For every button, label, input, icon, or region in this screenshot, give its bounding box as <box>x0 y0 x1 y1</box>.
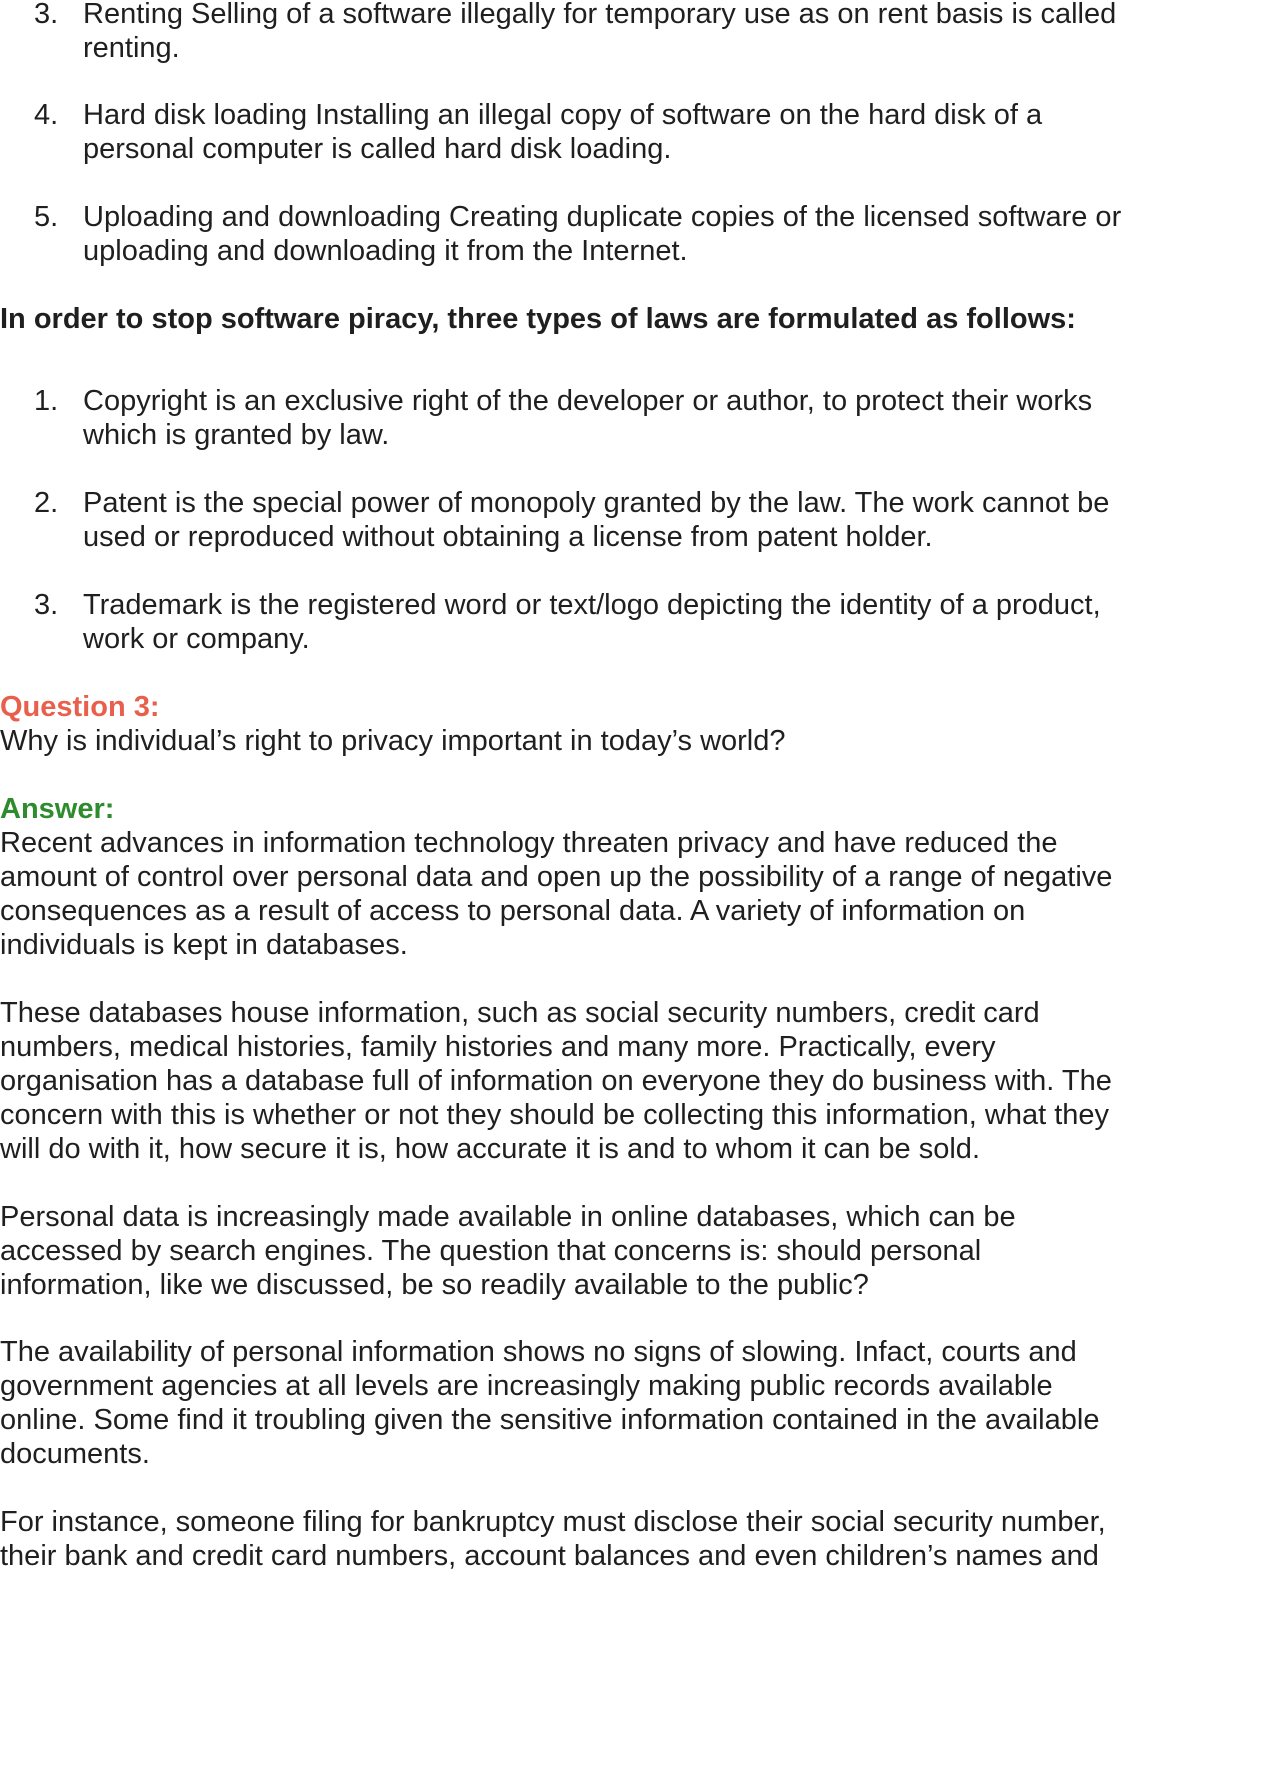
laws-heading: In order to stop software piracy, three types of laws are formulated as follows: <box>0 303 1076 335</box>
answer-paragraph <box>0 996 1277 1166</box>
answer-paragraph <box>0 1335 1277 1471</box>
text-line: The availability of personal information shows no signs of slowing. Infact, courts and <box>0 1336 1077 1368</box>
list-text <box>83 0 1273 65</box>
text-line: Copyright is an exclusive right of the developer or author, to protect their works <box>83 385 1093 417</box>
text-line: Hard disk loading Installing an illegal copy of software on the hard disk of a <box>83 99 1043 131</box>
list-number: 2. <box>34 487 59 519</box>
answer-paragraph <box>0 826 1277 962</box>
text-line: which is granted by law. <box>83 419 390 451</box>
text-line: online. Some find it troubling given the sensitive information contained in the available <box>0 1404 1100 1436</box>
text-line: Personal data is increasingly made available in online databases, which can be <box>0 1201 1016 1233</box>
text-line: information, like we discussed, be so readily available to the public? <box>0 1269 869 1301</box>
text-line: personal computer is called hard disk loading. <box>83 133 672 165</box>
list-text <box>83 486 1273 554</box>
text-line: numbers, medical histories, family histories and many more. Practically, every <box>0 1031 996 1063</box>
text-line: For instance, someone filing for bankruptcy must disclose their social security number, <box>0 1506 1106 1538</box>
question-block <box>0 690 1277 758</box>
answer-paragraph <box>0 1200 1277 1302</box>
text-line: organisation has a database full of information on everyone they do business with. The <box>0 1065 1112 1097</box>
answer-label: Answer: <box>0 793 115 825</box>
text-line: amount of control over personal data and open up the possibility of a range of negative <box>0 861 1113 893</box>
list-number: 3. <box>34 589 59 621</box>
list-text <box>83 588 1273 656</box>
answer-block <box>0 792 1277 962</box>
text-line: uploading and downloading it from the Internet. <box>83 235 688 267</box>
text-line: These databases house information, such as social security numbers, credit card <box>0 997 1040 1029</box>
text-line: consequences as a result of access to personal data. A variety of information on <box>0 895 1026 927</box>
text-line: individuals is kept in databases. <box>0 929 408 961</box>
text-line: Patent is the special power of monopoly granted by the law. The work cannot be <box>83 487 1110 519</box>
list-number: 5. <box>34 201 59 233</box>
list-text <box>83 384 1273 452</box>
question-text: Why is individual’s right to privacy important in today’s world? <box>0 725 786 757</box>
list-number: 3. <box>34 0 59 30</box>
text-line: will do with it, how secure it is, how accurate it is and to whom it can be sold. <box>0 1133 980 1165</box>
text-line: their bank and credit card numbers, account balances and even children’s names and <box>0 1540 1099 1572</box>
list-text <box>83 98 1273 166</box>
list-number: 1. <box>34 385 59 417</box>
text-line: Uploading and downloading Creating duplicate copies of the licensed software or <box>83 201 1122 233</box>
text-line: government agencies at all levels are increasingly making public records available <box>0 1370 1053 1402</box>
text-line: documents. <box>0 1438 150 1470</box>
list-text <box>83 200 1273 268</box>
list-number: 4. <box>34 99 59 131</box>
answer-paragraph <box>0 1505 1277 1573</box>
text-line: used or reproduced without obtaining a license from patent holder. <box>83 521 933 553</box>
question-label: Question 3: <box>0 691 160 723</box>
text-line: Recent advances in information technology threaten privacy and have reduced the <box>0 827 1058 859</box>
text-line: Renting Selling of a software illegally for temporary use as on rent basis is called <box>83 0 1117 30</box>
text-line: work or company. <box>83 623 310 655</box>
text-line: Trademark is the registered word or text/logo depicting the identity of a product, <box>83 589 1101 621</box>
text-line: accessed by search engines. The question that concerns is: should personal <box>0 1235 982 1267</box>
text-line: concern with this is whether or not they should be collecting this information, what they <box>0 1099 1110 1131</box>
text-line: renting. <box>83 32 180 64</box>
